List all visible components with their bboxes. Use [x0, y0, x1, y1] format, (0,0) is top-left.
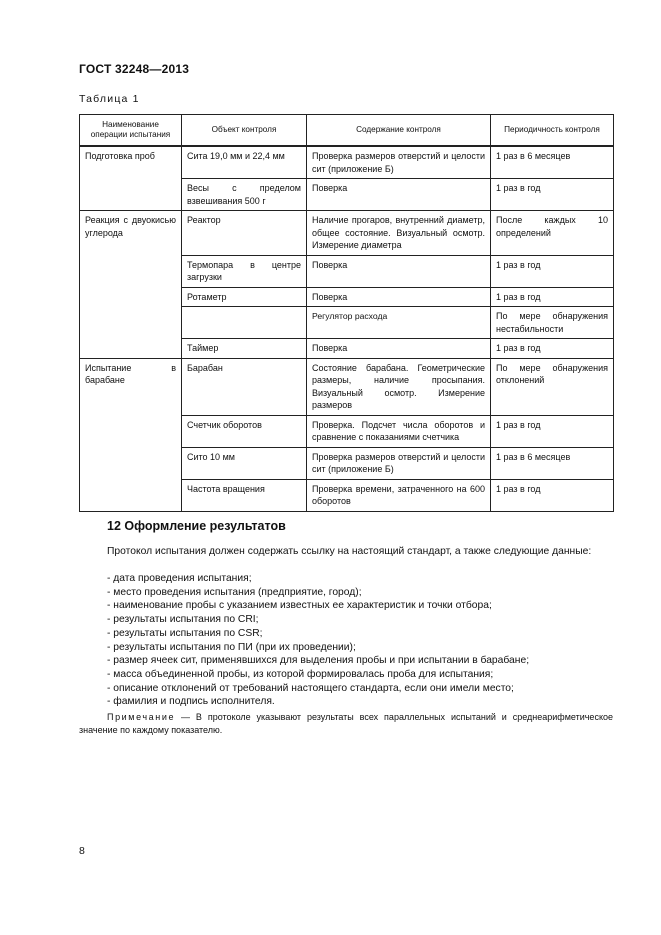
header-content: Содержание контроля	[307, 115, 491, 147]
cell-content: Проверка размеров отверстий и целости сит (приложение Б)	[307, 146, 491, 179]
document-code: ГОСТ 32248—2013	[79, 62, 190, 76]
table-caption: Таблица 1	[79, 93, 140, 105]
cell-operation: Испытание в барабане	[80, 358, 182, 415]
list-item: - размер ячеек сит, применявшихся для выделения пробы и при испытании в барабане;	[107, 655, 530, 667]
note-label: Примечание	[107, 712, 176, 722]
note	[79, 711, 613, 736]
cell-content: Наличие прогаров, внутренний диаметр, общее состояние. Визуальный осмотр. Измерение диаметра	[307, 211, 491, 256]
cell-content: Проверка размеров отверстий и целости сит (приложение Б)	[307, 447, 491, 479]
section-intro: Протокол испытания должен содержать ссылку на настоящий стандарт, а также следующие данные:	[107, 546, 592, 557]
cell-period: 1 раз в год	[491, 179, 614, 211]
list-item: - результаты испытания по CRI;	[107, 614, 259, 626]
table-row	[80, 339, 614, 359]
cell-content: Состояние барабана. Геометрические размеры, наличие просыпания. Визуальный осмотр. Измерение размеров	[307, 358, 491, 415]
cell-object: Барабан	[182, 358, 307, 415]
cell-object: Термопара в центре загрузки	[182, 255, 307, 287]
cell-object: Весы с пределом взвешивания 500 г	[182, 179, 307, 211]
cell-period: По мере обнаружения нестабильности	[491, 307, 614, 339]
table-row	[80, 447, 614, 479]
table-row	[80, 211, 614, 256]
cell-operation: Подготовка проб	[80, 146, 182, 179]
cell-object: Сита 19,0 мм и 22,4 мм	[182, 146, 307, 179]
table-row	[80, 287, 614, 307]
cell-operation	[80, 339, 182, 359]
cell-content: Проверка. Подсчет числа оборотов и сравнение с показаниями счетчика	[307, 415, 491, 447]
cell-content: Регулятор расхода	[307, 307, 491, 339]
cell-period: 1 раз в 6 месяцев	[491, 447, 614, 479]
cell-object: Сито 10 мм	[182, 447, 307, 479]
cell-operation	[80, 447, 182, 479]
table-row	[80, 146, 614, 179]
table-row	[80, 479, 614, 511]
section-heading: 12 Оформление результатов	[107, 519, 286, 533]
table-header-row	[80, 115, 614, 147]
list-item: - место проведения испытания (предприятие, город);	[107, 586, 362, 598]
cell-period: 1 раз в 6 месяцев	[491, 146, 614, 179]
list-item: - дата проведения испытания;	[107, 573, 252, 584]
cell-operation	[80, 479, 182, 511]
requirements-list	[107, 572, 613, 709]
note-text: — В протоколе указывают результаты всех параллельных испытаний и среднеарифметическое значение по каждому показателю.	[79, 712, 613, 735]
cell-period: 1 раз в год	[491, 479, 614, 511]
table-row	[80, 307, 614, 339]
cell-object: Счетчик оборотов	[182, 415, 307, 447]
table-row	[80, 255, 614, 287]
cell-operation	[80, 415, 182, 447]
cell-operation: Реакция с двуокисью углерода	[80, 211, 182, 256]
cell-content: Поверка	[307, 287, 491, 307]
cell-period: 1 раз в год	[491, 287, 614, 307]
cell-content: Поверка	[307, 179, 491, 211]
list-item: - наименование пробы с указанием известных ее характеристик и точки отбора;	[107, 600, 492, 612]
cell-operation	[80, 307, 182, 339]
cell-period: 1 раз в год	[491, 415, 614, 447]
table-row	[80, 358, 614, 415]
list-item: - результаты испытания по ПИ (при их проведении);	[107, 641, 356, 653]
cell-object	[182, 307, 307, 339]
cell-object: Ротаметр	[182, 287, 307, 307]
cell-content: Поверка	[307, 255, 491, 287]
cell-content: Проверка времени, затраченного на 600 оборотов	[307, 479, 491, 511]
cell-period: 1 раз в год	[491, 339, 614, 359]
cell-operation	[80, 255, 182, 287]
table-row	[80, 415, 614, 447]
header-operation: Наименование операции испытания	[80, 115, 182, 147]
header-object: Объект контроля	[182, 115, 307, 147]
cell-operation	[80, 179, 182, 211]
cell-operation	[80, 287, 182, 307]
cell-period: По мере обнаружения отклонений	[491, 358, 614, 415]
cell-period: 1 раз в год	[491, 255, 614, 287]
list-item: - описание отклонений от требований настоящего стандарта, если они имели место;	[107, 682, 514, 694]
control-table	[79, 114, 614, 512]
table-row	[80, 179, 614, 211]
list-item: - результаты испытания по CSR;	[107, 627, 263, 639]
cell-content: Поверка	[307, 339, 491, 359]
list-item: - масса объединенной пробы, из которой формировалась проба для испытания;	[107, 668, 494, 680]
list-item: - фамилия и подпись исполнителя.	[107, 696, 275, 708]
cell-period: После каждых 10 определений	[491, 211, 614, 256]
page-number: 8	[79, 845, 85, 857]
cell-object: Частота вращения	[182, 479, 307, 511]
cell-object: Таймер	[182, 339, 307, 359]
cell-object: Реактор	[182, 211, 307, 256]
header-period: Периодичность контроля	[491, 115, 614, 147]
